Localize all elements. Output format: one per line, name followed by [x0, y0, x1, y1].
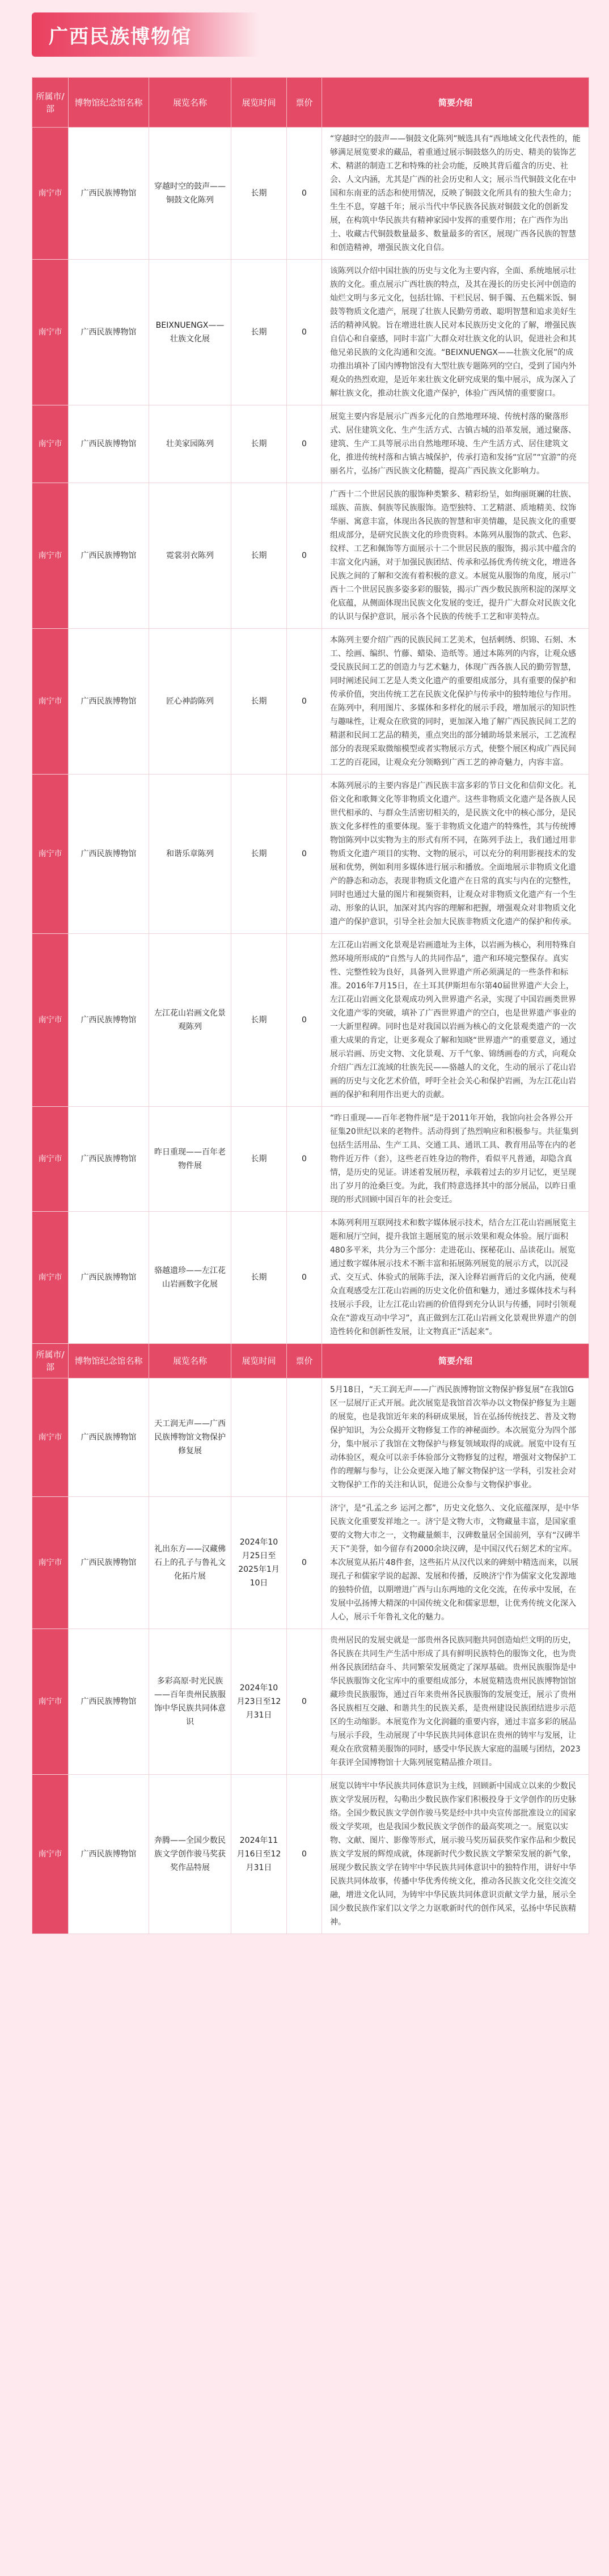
exhibition-cell: 昨日重现——百年老物件展	[149, 1107, 231, 1212]
exhibition-cell: 多彩高原·时光民族——百年贵州民族服饰中华民族共同体意识	[149, 1629, 231, 1775]
table-row	[32, 1378, 589, 1497]
table-row	[32, 405, 589, 483]
subheader-museum: 博物馆纪念馆名称	[69, 1344, 149, 1378]
time-cell: 长期	[231, 260, 287, 405]
time-cell: 2024年10月25日至2025年1月10日	[231, 1497, 287, 1629]
table-row	[32, 483, 589, 629]
intro-cell: “昨日重现——百年老物件展”是于2011年开始，我馆向社会各界公开征集20世纪以来的老物件。活动得到了热烈响应和积极参与。共征集到包括生活用品、生产工具、交通工具、通讯工具、教育用品等在内的老物件近万件（套），这些老百姓身边的物件，看似平凡普通，却隐含真情，是历史的见证。讲述着发展历程，承载着过去的岁月记忆，更呈现出了岁月的沧桑巨变。为此，我们特意选择其中的部分展品，以昨日重现的形式回顾中国百年的社会变迁。	[322, 1107, 589, 1212]
title-banner	[32, 12, 259, 57]
price-cell: 0	[287, 1212, 322, 1344]
table-body-permanent	[32, 128, 589, 1344]
intro-cell: 本陈列展示的主要内容是广西民族丰富多彩的节日文化和信仰文化。礼俗文化和歌舞文化等非物质文化遗产。这些非物质文化遗产是各族人民世代相承的、与群众生活密切相关的，是民族文化中的核心部分，是民族文化多样性的重要体现。鉴于非物质文化遗产的特殊性，其与传统博物馆陈列中以实物为主的形式有所不同，在陈列手法上，我们通过用非物质文化遗产项目的实物、文物的展示，可以充分的利用影视技术的发展和优势，例如利用多媒体进行展示和播放。全面地展示非物质文化遗产的静态和动态，表现非物质文化遗产在日常的真实与内在的完整性，同时也通过大量的图片和视频资料，让观众对非物质文化遗产有一个生动、形象的认识，加深对其内容的理解和把握，增强观众对非物质文化遗产的保护意识，引导全社会加大民族非物质文化遗产的保护和传承。	[322, 775, 589, 934]
time-cell: 长期	[231, 934, 287, 1107]
museum-cell: 广西民族博物馆	[69, 260, 149, 405]
price-cell: 0	[287, 483, 322, 629]
city-cell: 南宁市	[32, 775, 69, 934]
table-row	[32, 775, 589, 934]
price-cell: 0	[287, 934, 322, 1107]
price-cell: 0	[287, 405, 322, 483]
header-exhibition: 展览名称	[149, 78, 231, 128]
intro-cell: 本陈列主要介绍广西的民族民间工艺美术，包括刺绣、织锦、石刻、木工、绘画、编织、竹藤、蜡染、造纸等。通过本陈列的内容，让观众感受民族民间工艺的创造力与艺术魅力，体现广西各族人民的勤劳智慧，同时阐述民间工艺是人类文化遗产的重要组成部分，具有重要的保护和传承价值，突出传统工艺在民族文化保护与传承中的独特地位与作用。在陈列中，利用图片、多媒体和多样化的展示手段，增加展示的知识性与趣味性，让观众在欣赏的同时，更加深入地了解广西民族民间工艺的精湛和民间工艺品的精美，重点突出的部分辅助场景来展示，工艺流程部分的表现采取微缩模型或者实物展示方式，使整个展区构成广西民间工艺的百花园，让观众充分领略到广西工艺的神奇魅力，内容丰富。	[322, 629, 589, 775]
table-row	[32, 1497, 589, 1629]
intro-cell: 济宁，是“孔孟之乡 运河之都”，历史文化悠久、文化底蕴深厚，是中华民族文化重要发祥地之一。济宁是文物大市，文物藏量丰富，是国家重要的文物大市之一，文物藏量颇丰，汉碑数量居全国前列，享有“汉碑半天下”美誉，如今留存有2000余块汉碑，是中国汉代石刻艺术的宝库。本次展览从拓片48件套，这些拓片从汉代以来的碑刻中精选而来，以展现孔子和儒家学说的起源、发展和传播，反映济宁作为儒家文化发源地的独特价值，以期增进广西与山东两地的文化交流，在传承中发展，在发展中弘扬博大精深的中国传统文化和儒家思想，让优秀传统文化深入人心，展示千年鲁礼文化的魅力。	[322, 1497, 589, 1629]
city-cell: 南宁市	[32, 1212, 69, 1344]
header-museum: 博物馆纪念馆名称	[69, 78, 149, 128]
exhibition-cell: 和谐乐章陈列	[149, 775, 231, 934]
subheader-exhibition: 展览名称	[149, 1344, 231, 1378]
time-cell	[231, 1378, 287, 1497]
city-cell: 南宁市	[32, 128, 69, 260]
price-cell: 0	[287, 1629, 322, 1775]
table-row	[32, 629, 589, 775]
header-time: 展览时间	[231, 78, 287, 128]
time-cell: 2024年11月16日至12月31日	[231, 1775, 287, 1934]
table-row	[32, 1212, 589, 1344]
intro-cell: 该陈列以介绍中国壮族的历史与文化为主要内容，全面、系统地展示壮族的文化。重点展示广西壮族的特点，及其在漫长的历史长河中创造的灿烂文明与多元文化，包括壮锦、干栏民居、铜手镯、五色糯米饭、铜鼓等物质文化遗产，展现了壮族人民勤劳勇敢、聪明智慧和追求美好生活的精神风貌。旨在增进壮族人民对本民族历史文化的了解，增强民族自信心和自豪感，同时丰富广大群众对壮族文化的认识，促进社会和其他兄弟民族的文化沟通和交流。“BEIXNUENGX——壮族文化展”的成功推出填补了国内博物馆没有大型壮族专题陈列的空白，受到了国内外观众的热烈欢迎，是近年来壮族文化研究成果的集中展示，成为深入了解壮族文化，推动壮族文化遗产保护，体验广西风情的重要窗口。	[322, 260, 589, 405]
museum-cell: 广西民族博物馆	[69, 128, 149, 260]
table-row	[32, 260, 589, 405]
museum-cell: 广西民族博物馆	[69, 1629, 149, 1775]
time-cell: 长期	[231, 1212, 287, 1344]
page-title: 广西民族博物馆	[49, 25, 192, 48]
time-cell: 长期	[231, 405, 287, 483]
subheader-city: 所属市/部	[32, 1344, 69, 1378]
table-row	[32, 128, 589, 260]
time-cell: 长期	[231, 775, 287, 934]
price-cell: 0	[287, 128, 322, 260]
subheader-price: 票价	[287, 1344, 322, 1378]
city-cell: 南宁市	[32, 1107, 69, 1212]
table-subheader	[32, 1344, 589, 1378]
exhibition-cell: BEIXNUENGX——壮族文化展	[149, 260, 231, 405]
header-intro: 简要介绍	[322, 78, 589, 128]
city-cell: 南宁市	[32, 1775, 69, 1934]
museum-cell: 广西民族博物馆	[69, 1378, 149, 1497]
price-cell: 0	[287, 1497, 322, 1629]
museum-cell: 广西民族博物馆	[69, 405, 149, 483]
exhibition-table	[32, 77, 589, 1934]
exhibition-cell: 天工润无声——广西民族博物馆文物保护修复展	[149, 1378, 231, 1497]
city-cell: 南宁市	[32, 1497, 69, 1629]
intro-cell: 展览以铸牢中华民族共同体意识为主线，回顾新中国成立以来的少数民族文学发展历程，勾勒出少数民族作家们积极投身于文学创作的历史脉络。全国少数民族文学创作骏马奖是经中共中央宣传部批准设立的国家级文学奖项，也是我国少数民族文学创作的最高奖项之一。展览以实物、文献、图片、影像等形式，展示骏马奖历届获奖作家作品和少数民族文学发展的辉煌成就，体现新时代少数民族文学繁荣发展的新气象，展现少数民族文学在铸牢中华民族共同体意识中的独特作用，讲好中华民族共同体故事，传播中华优秀传统文化，推动各民族文化交往交流交融，增进文化认同，为铸牢中华民族共同体意识贡献文学力量，展示全国少数民族作家们以文学之力讴歌新时代的创作风采，弘扬中华民族精神。	[322, 1775, 589, 1934]
exhibition-cell: 左江花山岩画文化景观陈列	[149, 934, 231, 1107]
price-cell: 0	[287, 260, 322, 405]
intro-cell: “穿越时空的鼓声——铜鼓文化陈列”贼选具有“西地域文化代表性的，能够满足展览要求的藏品，着重通过展示铜鼓悠久的历史、精美的装饰艺术、精湛的制造工艺和特殊的社会功能，反映其背后蕴含的历史、社会、人文内涵，尤其是广西的社会历史和人文；展示当代铜鼓文化在中国和东南亚的活态和使用情况，反映了铜鼓文化所具有的独大生命力；生生不息，穿越千年；展示当代中华民族各民族对铜鼓文化的创新发展，在构筑中华民族共有精神家园中发挥的重要作用；在广西作为出土、收藏古代铜鼓数量最多、数量最多的省区，展现广西各民族的智慧和创造精神，增强民族文化自信。	[322, 128, 589, 260]
museum-cell: 广西民族博物馆	[69, 1775, 149, 1934]
intro-cell: 展览主要内容是展示广西多元化的自然地理环境、传统村落的聚落形式、居住建筑文化、生产生活方式、古镇古城的沿革发展，通过聚落、建筑、生产工具等展示出自然地理环境、生产生活方式、居住建筑文化，推进传统村落和古镇古城保护，传承打造和发扬“宜居”“宜游”的亮丽名片，弘扬广西民族文化精髓，提高广西民族文化影响力。	[322, 405, 589, 483]
time-cell: 长期	[231, 483, 287, 629]
exhibition-table-panel	[32, 77, 589, 1934]
exhibition-cell: 礼出东方——汉藏佛石上的孔子与鲁礼文化拓片展	[149, 1497, 231, 1629]
table-subheader-row	[32, 1344, 589, 1378]
table-row	[32, 1629, 589, 1775]
subheader-time: 展览时间	[231, 1344, 287, 1378]
price-cell	[287, 1378, 322, 1497]
table-header-row	[32, 78, 589, 128]
table-row	[32, 1775, 589, 1934]
city-cell: 南宁市	[32, 260, 69, 405]
intro-cell: 左江花山岩画文化景观是岩画遗址为主体，以岩画为核心，利用特殊自然环境所形成的“自然与人的共同作品”，遗产和环境完整保存。真实性、完整性较为良好，具备列入世界遗产所必须满足的一些条件和标准。2016年7月15日，在土耳其伊斯坦布尔第40届世界遗产大会上，左江花山岩画文化景观成功列入世界遗产名录，实现了中国岩画类世界文化遗产零的突破，填补了广西世界遗产的空白，也是世界遗产事业的一大新里程碑。同时也是对我国以岩画为核心的文化景观类遗产的一次重大成果的肯定，让更多观众了解和知晓“世界遗产”的重要意义，通过展示岩画、历史文物、文化景观、万千气象、锦绣画卷的方式，向观众介绍广西左江流域的壮族先民——骆越人的文化，生动的展示了花山岩画的历史与文化艺术价值，呼吁全社会关心和保护岩画，为左江花山岩画的保护和利用作出更大的贡献。	[322, 934, 589, 1107]
price-cell: 0	[287, 629, 322, 775]
table-body-temporary	[32, 1378, 589, 1934]
time-cell: 长期	[231, 1107, 287, 1212]
intro-cell: 贵州居民的发展史就是一部贵州各民族同胞共同创造灿烂文明的历史，各民族在共同生产生活中形成了具有鲜明民族特色的服饰文化，也为贵州各民族团结奋斗、共同繁荣发展奠定了深厚基础。贵州民族服饰是中华民族服饰文化宝库中的重要组成部分，本展览精选贵州民族博物馆馆藏珍贵民族服饰，通过百年来贵州各民族服饰的发展变迁，展示了贵州各民族相互交融、和谐共生的民族关系，是贵州建设民族团结进步示范区的生动缩影。本展览作为文化润疆的重要内容，通过丰富多彩的展品与展示手段，生动展现了中华民族共同体意识在贵州的铸牢与发展，让观众在欣赏精美服饰的同时，感受中华民族大家庭的温暖与团结，2023年获评全国博物馆十大陈列展览精品推介项目。	[322, 1629, 589, 1775]
museum-cell: 广西民族博物馆	[69, 1212, 149, 1344]
museum-cell: 广西民族博物馆	[69, 483, 149, 629]
intro-cell: 广西十二个世居民族的服饰种类繁多、精彩纷呈，如绚丽斑斓的壮族、瑶族、苗族、侗族等民族服饰。造型独特、工艺精湛、质地精美、纹饰华丽、寓意丰富，体现出各民族的智慧和审美情趣，是民族文化的重要组成部分，是研究民族文化的珍贵资料。本陈列从服饰的款式、色彩、纹样、工艺和佩饰等方面展示十二个世居民族的服饰，揭示其中蕴含的丰富文化内涵，对于加强民族团结、传承和弘扬优秀传统文化，增进各民族之间的了解和交流有着积极的意义。本展览从服饰的角度，展示广西十二个世居民族多姿多彩的服装，揭示广西少数民族所积淀的深厚文化底蕴，从侧面体现出民族文化发展的变迁，提升广大群众对民族文化的认识与保护意识，展示各个民族的传统手工艺和审美特点。	[322, 483, 589, 629]
intro-cell: 5月18日，“天工润无声——广西民族博物馆文物保护修复展”在我馆G区一层展厅正式开展。此次展览是我馆首次举办以文物保护修复为主题的展览，也是我馆近年来的科研成果展，旨在弘扬传统技艺、普及文物保护知识，为公众揭开文物修复工作的神秘面纱。本次展览分为四个部分，集中展示了我馆在文物保护与修复领域取得的成就。展览中设有互动体验区，观众可以亲手体验部分文物修复的过程，增强对文物保护工作的理解与参与，让公众更深入地了解文物保护这一学科，引发社会对文物保护工作的关注和认识，促进公众参与文物保护事业。	[322, 1378, 589, 1497]
subheader-intro: 简要介绍	[322, 1344, 589, 1378]
city-cell: 南宁市	[32, 934, 69, 1107]
price-cell: 0	[287, 1775, 322, 1934]
exhibition-cell: 穿越时空的鼓声——铜鼓文化陈列	[149, 128, 231, 260]
time-cell: 长期	[231, 128, 287, 260]
header-price: 票价	[287, 78, 322, 128]
exhibition-cell: 骆越遗珍——左江花山岩画数字化展	[149, 1212, 231, 1344]
time-cell: 2024年10月23日至12月31日	[231, 1629, 287, 1775]
header-city: 所属市/部	[32, 78, 69, 128]
city-cell: 南宁市	[32, 1378, 69, 1497]
museum-cell: 广西民族博物馆	[69, 629, 149, 775]
museum-cell: 广西民族博物馆	[69, 775, 149, 934]
exhibition-cell: 奔腾——全国少数民族文学创作骏马奖获奖作品特展	[149, 1775, 231, 1934]
intro-cell: 本陈列利用互联网技术和数字媒体展示技术，结合左江花山岩画展览主题和展厅空间，提升我馆主题展览的展示效果和观众体验。展厅面积480多平米，共分为三个部分：走进花山、探秘花山、品读花山。展览通过数字媒体展示技术不断丰富和拓展陈列展览的展示方式，以沉浸式、交互式、体验式的展陈手法，深入诠释岩画背后的文化内涵，使观众直观感受左江花山岩画的历史文化价值和魅力，通过多媒体技术与科技展示手段，让左江花山岩画的价值得到充分认识与传播，同时引领观众在“游戏互动中学习”，真正做到左江花山岩画文化景观世界遗产的创造性转化和创新性发展，让文物真正“活起来”。	[322, 1212, 589, 1344]
price-cell: 0	[287, 1107, 322, 1212]
price-cell: 0	[287, 775, 322, 934]
city-cell: 南宁市	[32, 1629, 69, 1775]
city-cell: 南宁市	[32, 405, 69, 483]
city-cell: 南宁市	[32, 483, 69, 629]
museum-cell: 广西民族博物馆	[69, 1107, 149, 1212]
time-cell: 长期	[231, 629, 287, 775]
museum-cell: 广西民族博物馆	[69, 934, 149, 1107]
city-cell: 南宁市	[32, 629, 69, 775]
exhibition-cell: 壮美家园陈列	[149, 405, 231, 483]
museum-cell: 广西民族博物馆	[69, 1497, 149, 1629]
exhibition-cell: 霓裳羽衣陈列	[149, 483, 231, 629]
table-row	[32, 934, 589, 1107]
table-row	[32, 1107, 589, 1212]
exhibition-cell: 匠心神韵陈列	[149, 629, 231, 775]
